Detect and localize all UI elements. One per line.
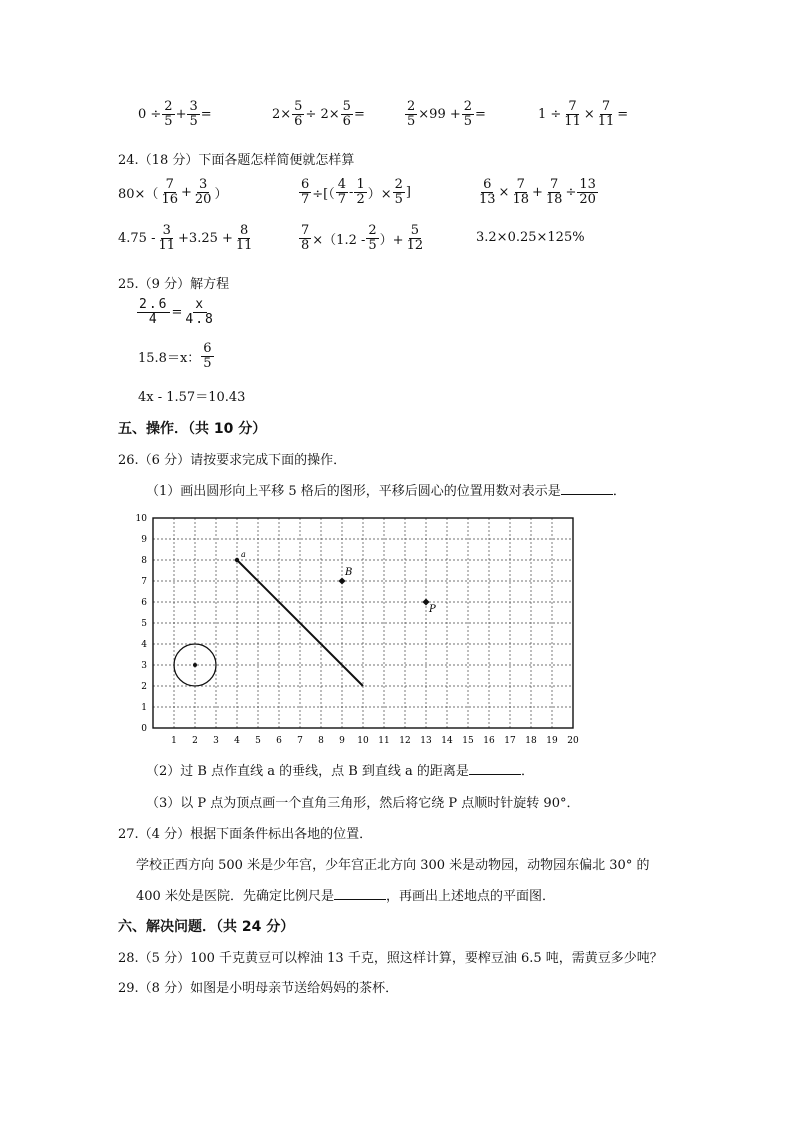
question-29: 29.（8 分）如图是小明母亲节送给妈妈的茶杯． <box>118 981 399 996</box>
x-tick-label: 16 <box>483 736 495 746</box>
x-tick-label: 12 <box>399 736 411 746</box>
x-tick-label: 10 <box>357 736 369 746</box>
circle-center-point <box>193 663 197 667</box>
calc-item-1 <box>138 100 212 128</box>
fraction: $\frac{5}{6}$ <box>294 99 303 129</box>
y-tick-label: 3 <box>141 661 147 671</box>
y-tick-label: 7 <box>141 577 147 587</box>
x-tick-label: 20 <box>567 736 579 746</box>
q24-item-b1: 4.75 - $\frac{3}{11}$ +3.25 + $\frac{8}{11}$ <box>118 223 253 253</box>
section-6-heading: 六、解决问题．（共 24 分） <box>118 919 295 935</box>
q24-item-a1: 80×（ $\frac{7}{16}$ + $\frac{3}{20}$ ） <box>118 177 228 207</box>
fraction: $\frac{5}{6}$ <box>342 99 351 129</box>
x-tick-label: 18 <box>525 736 537 746</box>
y-tick-label: 1 <box>141 703 147 713</box>
x-tick-label: 8 <box>318 736 324 746</box>
operator: + <box>175 106 187 122</box>
q26-part-2: （2）过 B 点作直线 a 的垂线，点 B 到直线 a 的距离是 ． <box>146 764 534 779</box>
calc-item-4 <box>538 100 628 128</box>
equals: = <box>353 106 365 122</box>
operator: ÷ 2× <box>305 106 340 122</box>
fraction: $\frac{2}{5}$ <box>407 99 416 129</box>
fraction: $\frac{2}{5}$ <box>164 99 173 129</box>
section-5-heading: 五、操作．（共 10 分） <box>118 421 267 437</box>
q24-item-b3: 3.2×0.25×125% <box>476 230 585 245</box>
fraction: $\frac{7}{11}$ <box>597 99 615 129</box>
question-26-title: 26.（6 分）请按要求完成下面的操作． <box>118 453 347 468</box>
operator: ×99 + <box>418 106 461 122</box>
q27-line-2: 400 米处是医院．先确定比例尺是 ，再画出上述地点的平面图． <box>136 889 555 904</box>
x-tick-label: 4 <box>234 736 240 746</box>
x-tick-label: 13 <box>420 736 432 746</box>
y-tick-label: 4 <box>141 640 147 650</box>
x-tick-label: 6 <box>276 736 282 746</box>
q26-part-3: （3）以 P 点为顶点画一个直角三角形，然后将它绕 P 点顺时针旋转 90°． <box>146 796 580 811</box>
fraction: $\frac{7}{11}$ <box>564 99 581 129</box>
equation-1: $\frac{2.6}{4}$ = $\frac{x}{4.8}$ <box>139 297 215 327</box>
answer-blank[interactable] <box>561 482 613 495</box>
x-tick-label: 11 <box>378 736 390 746</box>
calc-prefix: 2× <box>272 106 292 122</box>
question-27-title: 27.（4 分）根据下面条件标出各地的位置． <box>118 827 373 842</box>
equation-2: 15.8＝x： $\frac{6}{5}$ <box>138 341 212 371</box>
y-tick-label: 8 <box>141 556 147 566</box>
answer-blank[interactable] <box>469 762 521 775</box>
calc-prefix: 1 ÷ <box>538 106 562 122</box>
q24-item-b2: $\frac{7}{8}$ ×（1.2 - $\frac{2}{5}$ ）+ $\frac{5}{12}$ <box>301 223 424 253</box>
calc-item-3 <box>404 100 486 128</box>
answer-blank[interactable] <box>334 887 386 900</box>
y-tick-label: 9 <box>141 535 147 545</box>
question-28: 28.（5 分）100 千克黄豆可以榨油 13 千克，照这样计算，要榨豆油 6.5 吨，需黄豆多少吨？ <box>118 951 663 966</box>
y-tick-label: 10 <box>135 514 147 524</box>
q27-line-1: 学校正西方向 500 米是少年宫，少年宫正北方向 300 米是动物园，动物园东偏北 30° 的 <box>136 858 650 873</box>
equals: = <box>475 106 486 122</box>
question-24-title: 24.（18 分）下面各题怎样简便就怎样算 <box>118 153 355 168</box>
q24-item-a2: $\frac{6}{7}$ ÷[（ $\frac{4}{7}$ - $\frac{1}{2}$ ）× $\frac{2}{5}$ ] <box>301 177 411 207</box>
y-tick-label: 5 <box>141 619 147 629</box>
x-tick-label: 14 <box>441 736 453 746</box>
operator: × <box>583 106 595 122</box>
x-tick-label: 19 <box>546 736 558 746</box>
equals: = <box>617 106 629 122</box>
x-tick-label: 15 <box>462 736 474 746</box>
calc-prefix: 0 ÷ <box>138 106 162 122</box>
point-b-label: B <box>345 567 353 578</box>
x-tick-label: 2 <box>192 736 198 746</box>
q24-item-a3: $\frac{6}{13}$ × $\frac{7}{18}$ + $\frac{7}{18}$ ÷ $\frac{13}{20}$ <box>479 177 596 207</box>
line-a-label: a <box>241 550 246 559</box>
calc-item-2 <box>272 100 365 128</box>
coordinate-grid <box>130 506 600 748</box>
x-tick-label: 5 <box>255 736 261 746</box>
y-tick-label: 0 <box>141 724 147 734</box>
fraction: $\frac{3}{5}$ <box>189 99 198 129</box>
x-tick-label: 1 <box>171 736 177 746</box>
fraction: $\frac{2}{5}$ <box>463 99 473 129</box>
equals: = <box>200 106 212 122</box>
x-tick-label: 7 <box>297 736 303 746</box>
line-a-endpoint <box>235 558 239 562</box>
q26-part-1: （1）画出圆形向上平移 5 格后的图形，平移后圆心的位置用数对表示是 ． <box>146 484 626 499</box>
equation-3: 4x - 1.57＝10.43 <box>138 390 246 405</box>
x-tick-label: 3 <box>213 736 219 746</box>
x-tick-label: 17 <box>504 736 516 746</box>
x-tick-label: 9 <box>339 736 345 746</box>
point-b <box>338 577 345 584</box>
y-tick-label: 2 <box>141 682 147 692</box>
question-25-title: 25.（9 分）解方程 <box>118 277 230 292</box>
point-p-label: P <box>429 604 436 615</box>
y-tick-label: 6 <box>141 598 147 608</box>
